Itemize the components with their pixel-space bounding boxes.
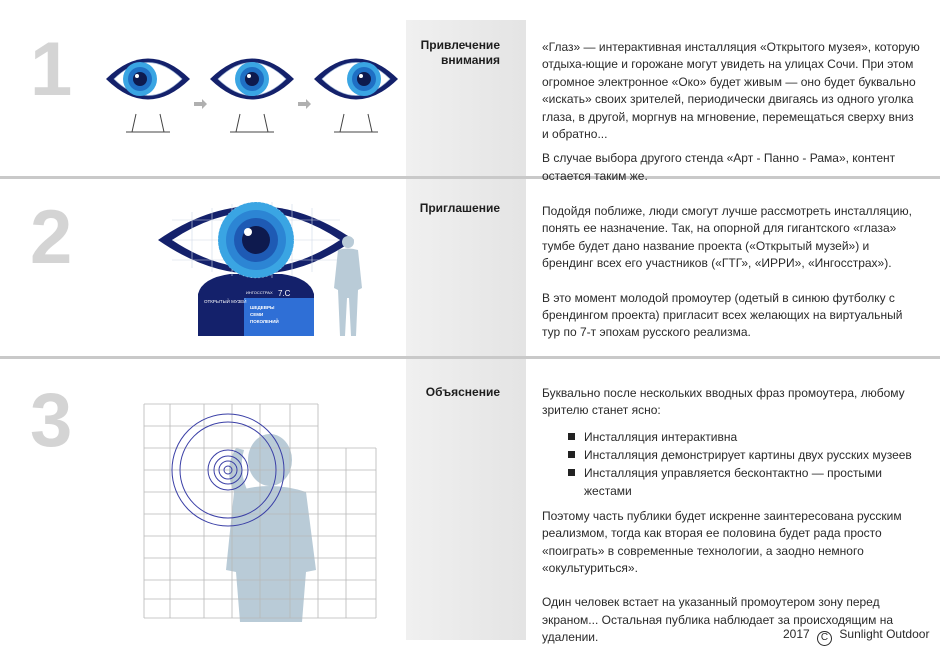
section-1-text [542,39,920,185]
paragraph: «Глаз» — интерактивная инсталляция «Открытого музея», которую отдыха-ющие и горожане могут увидеть на улицах Сочи. При этом огромное электронное «Око» будет живым — оно будет буквально «искать» своих зрителей, периодически двигаясь из одного уголка глаза, в другой, моргнув на мгновение, перемещаться сверху вниз и обратно... [542,40,920,142]
paragraph: Поэтому часть публики будет искренне заинтересована русским реализмом, тогда как вторая ее половина будет рада просто «поиграть» в современные технологии, а заодно немного «окультуриться». [542,508,902,576]
section-number: 3 [30,378,73,463]
bullet-square-icon [568,469,575,476]
stand-logo-text: ИНГОССТРАХ [246,290,273,295]
bullet-list [568,428,920,500]
footer [783,627,929,646]
stand-brand-panel [244,298,314,336]
footer-year: 2017 [783,627,810,641]
footer-company: Sunlight Outdoor [839,627,930,641]
section-label: Приглашение [419,201,500,215]
paragraph: В это момент молодой промоутер (одетый в синюю футболку с брендингом проекта) пригласит всех желающих на виртуальный тур по 7-т эпохам русского реализма. [542,290,903,340]
paragraph: Один человек встает на указанный промоутером зону перед экраном... Остальная публика наблюдает за происходящим на удалении. [542,595,894,645]
bullet-item: Инсталляция интерактивна [568,428,920,446]
bullet-square-icon [568,451,575,458]
section-divider [0,356,940,359]
bullet-square-icon [568,433,575,440]
stand-right-text: ШЕДЕВРЫ [250,305,275,310]
section-number: 2 [30,195,73,280]
paragraph: В случае выбора другого стенда «Арт - Панно - Рама», контент остается таким же. [542,151,896,183]
section-2-text [542,203,920,342]
stand-right-text: ПОКОЛЕНИЙ [250,319,279,324]
eye-stand-illustration [158,190,388,340]
stand-logo-mark: 7.С [278,289,291,298]
eye-sequence-illustration [106,44,406,134]
paragraph: Подойдя поближе, люди смогут лучше рассмотреть инсталляцию, понять ее назначение. Так, на опорной для гигантского «глаза» тумбе будет дано название проекта («Открытый музей») и брендинг всех его участников («ГТГ», «ИРРИ», «Ингосстрах»). [542,204,912,271]
section-label: Объяснение [425,385,500,399]
gesture-grid-illustration [140,400,390,622]
section-number: 1 [30,27,73,112]
bullet-item: Инсталляция демонстрирует картины двух русских музеев [568,446,920,464]
person-silhouette [334,236,362,336]
stand-left-text: ОТКРЫТЫЙ МУЗЕЙ [204,299,247,304]
section-label: Привлечение внимания [420,38,500,67]
stand-right-text: СЕМИ [250,312,264,317]
paragraph: Буквально после нескольких вводных фраз промоутера, любому зрителю станет ясно: [542,386,905,418]
bullet-item: Инсталляция управляется бесконтактно — простыми жестами [568,464,920,500]
section-3-text [542,385,920,647]
label-column-band [406,20,526,640]
copyright-icon: C [817,631,832,646]
